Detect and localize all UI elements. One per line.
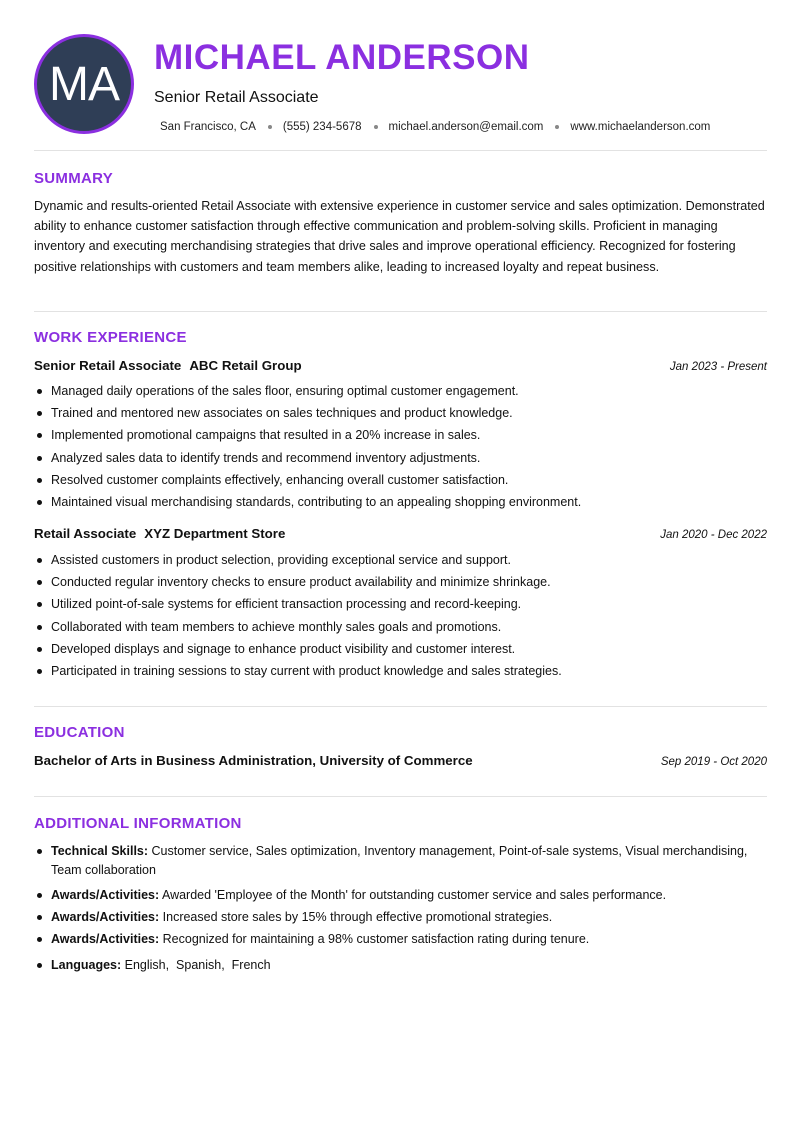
- contact-row: [160, 121, 710, 133]
- list-item: Maintained visual merchandising standards, contributing to an appealing shopping environment.: [34, 491, 767, 513]
- education-degree: Bachelor of Arts in Business Administration, University of Commerce: [34, 753, 473, 768]
- contact-location: San Francisco, CA: [160, 121, 256, 133]
- list-item: Assisted customers in product selection, providing exceptional service and support.: [34, 549, 767, 571]
- separator-dot-icon: [268, 125, 272, 129]
- job-bullets: [34, 380, 767, 513]
- additional-heading: ADDITIONAL INFORMATION: [34, 815, 242, 832]
- contact-phone: (555) 234-5678: [282, 121, 362, 133]
- list-item: [34, 886, 767, 905]
- summary-text: Dynamic and results-oriented Retail Associate with extensive experience in customer service and sales optimization. Demonstrated ability to enhance customer satisfaction through effective communication and problem-solving skills. Proficient in managing inventory and executing merchandising strategies that drive sales and improve operational efficiency. Recognized for fostering positive relationships with customers and team members alike, leading to increased loyalty and repeat business.: [34, 199, 765, 274]
- job-header: [34, 358, 767, 373]
- job-dates: Jan 2020 - Dec 2022: [660, 529, 767, 541]
- job-bullets: [34, 549, 767, 682]
- list-item: Developed displays and signage to enhance product visibility and customer interest.: [34, 638, 767, 660]
- job-company: XYZ Department Store: [144, 526, 286, 541]
- list-item: Trained and mentored new associates on sales techniques and product knowledge.: [34, 402, 767, 424]
- job-company: ABC Retail Group: [189, 358, 302, 373]
- list-item: [34, 956, 767, 975]
- additional-list: [34, 842, 767, 975]
- info-label: Technical Skills:: [51, 844, 149, 858]
- list-item: [34, 930, 767, 949]
- info-text: Awarded 'Employee of the Month' for outstanding customer service and sales performance.: [161, 888, 667, 902]
- info-text: Increased store sales by 15% through effective promotional strategies.: [162, 910, 553, 924]
- job-header: [34, 526, 767, 541]
- job-role: Senior Retail Associate: [34, 358, 182, 373]
- experience-heading: WORK EXPERIENCE: [34, 329, 187, 346]
- education-heading: EDUCATION: [34, 724, 125, 741]
- list-item: Implemented promotional campaigns that resulted in a 20% increase in sales.: [34, 424, 767, 446]
- avatar-initials: MA: [49, 57, 119, 111]
- divider: [34, 150, 767, 151]
- separator-dot-icon: [374, 125, 378, 129]
- avatar: [34, 34, 134, 134]
- list-item: Participated in training sessions to stay current with product knowledge and sales strategies.: [34, 660, 767, 682]
- education-entry: [34, 753, 767, 768]
- info-text: English, Spanish, French: [124, 958, 271, 972]
- list-item: Utilized point-of-sale systems for efficient transaction processing and record-keeping.: [34, 593, 767, 615]
- list-item: [34, 908, 767, 927]
- education-dates: Sep 2019 - Oct 2020: [660, 756, 767, 768]
- list-item: Resolved customer complaints effectively, enhancing overall customer satisfaction.: [34, 469, 767, 491]
- job-dates: Jan 2023 - Present: [669, 361, 767, 373]
- list-item: [34, 842, 767, 880]
- summary-heading: SUMMARY: [34, 170, 114, 187]
- info-label: Awards/Activities:: [51, 910, 160, 924]
- info-label: Awards/Activities:: [51, 888, 160, 902]
- job-title-line: [34, 526, 285, 541]
- contact-email: michael.anderson@email.com: [388, 121, 544, 133]
- list-item: Conducted regular inventory checks to ensure product availability and minimize shrinkage.: [34, 571, 767, 593]
- divider: [34, 706, 767, 707]
- list-item: Analyzed sales data to identify trends and recommend inventory adjustments.: [34, 447, 767, 469]
- candidate-name: MICHAEL ANDERSON: [154, 38, 530, 77]
- list-item: Collaborated with team members to achieve monthly sales goals and promotions.: [34, 616, 767, 638]
- job-title-line: [34, 358, 302, 373]
- list-item: Managed daily operations of the sales floor, ensuring optimal customer engagement.: [34, 380, 767, 402]
- info-label: Awards/Activities:: [51, 932, 160, 946]
- job-role: Retail Associate: [34, 526, 137, 541]
- contact-website: www.michaelanderson.com: [570, 121, 711, 133]
- info-text: Customer service, Sales optimization, Inventory management, Point-of-sale systems, Visual merchandising, Team collaboration: [51, 844, 748, 877]
- info-label: Languages:: [51, 958, 122, 972]
- separator-dot-icon: [555, 125, 559, 129]
- divider: [34, 796, 767, 797]
- info-text: Recognized for maintaining a 98% customer satisfaction rating during tenure.: [162, 932, 590, 946]
- candidate-title: Senior Retail Associate: [154, 89, 319, 106]
- divider: [34, 311, 767, 312]
